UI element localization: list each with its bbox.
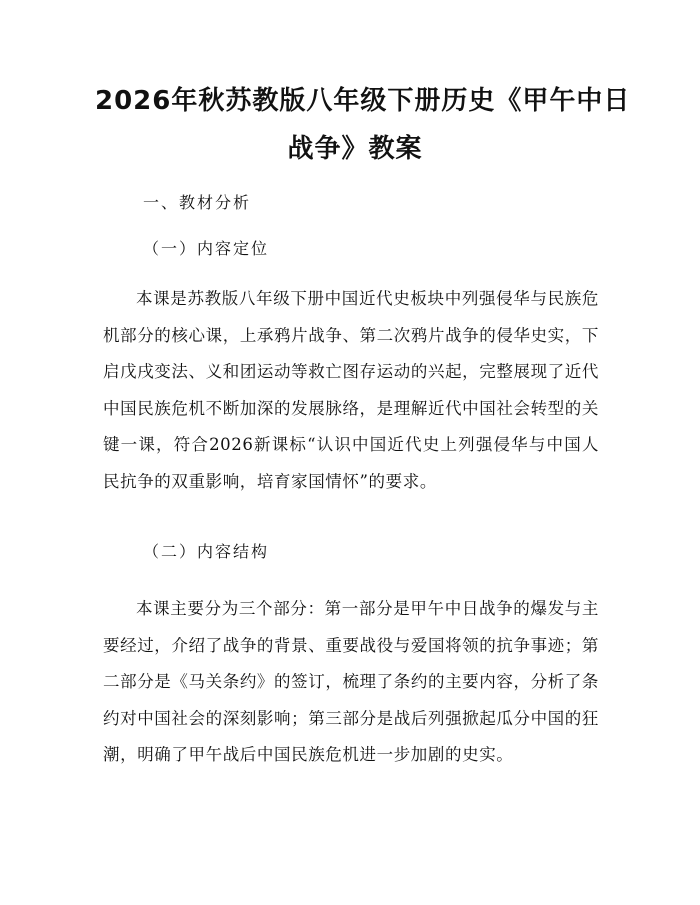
subheading-content-positioning: （一）内容定位: [143, 239, 270, 258]
paragraph-content-structure: 本课主要分为三个部分：第一部分是甲午中日战争的爆发与主要经过，介绍了战争的背景、重要战役与爱国将领的抗争事迹；第二部分是《马关条约》的签订，梳理了条约的主要内容，分析了条约对中国社会的深刻影响；第三部分是战后列强掀起瓜分中国的狂潮，明确了甲午战后中国民族危机进一步加剧的史实。: [103, 599, 599, 764]
paragraph-content-positioning: 本课是苏教版八年级下册中国近代史板块中列强侵华与民族危机部分的核心课，上承鸦片战争、第二次鸦片战争的侵华史实，下启戊戌变法、义和团运动等救亡图存运动的兴起，完整展现了近代中国民族危机不断加深的发展脉络，是理解近代中国社会转型的关键一课，符合2026新课标“认识中国近代史上列强侵华与中国人民抗争的双重影响，培育家国情怀”的要求。: [103, 289, 599, 491]
document-title-line-2: 战争》教案: [287, 134, 423, 164]
subheading-content-structure: （二）内容结构: [143, 542, 270, 561]
section-heading-textbook-analysis: 一、教材分析: [143, 193, 252, 212]
document-title-line-1: 2026年秋苏教版八年级下册历史《甲午中日: [95, 86, 631, 116]
